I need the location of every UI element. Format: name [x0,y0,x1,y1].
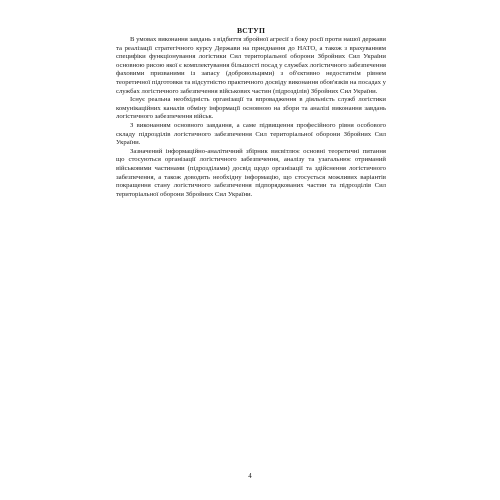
document-body [116,26,386,199]
paragraph-2: Існує реальна необхідність організації та впровадження в діяльність служб логістики комунікаційних каналів обміну інформації основною на збори та аналізі виконання завдань логістичного забезпечення військ. [116,96,386,121]
paragraph-1: В умовах виконання завдань з відбиття збройної агресії з боку росії проти нашої держави та реалізації стратегічного курсу Держави на приєднання до НАТО, а також з врахуванням специфіки функціонування логістики Сил територіальної оборони Збройних Сил України основною рисою якої є комплектування більшості посад у службах логістичного забезпечення фаховими призваними із запасу (добровольцями) з об'єктивно недостатнім рівнем теоретичної підготовки та відсутністю практичного досвіду виконання обов'язків на посадах у службах логістичного забезпечення військових частин (підрозділів) Збройних Сил України. [116,36,386,95]
page-number: 4 [248,472,252,480]
page-title: ВСТУП [236,26,266,35]
paragraph-4: Зазначений інформаційно-аналітичний збірник висвітлює основні теоретичні питання що стосуються організації логістичного забезпечення, аналізу та узагальнює отриманий військовими частинами (підрозділами) досвід щодо організації та здійснення логістичного забезпечення, а також доводить необхідну інформацію, що стосується можливих варіантів покращення стану логістичного забезпечення підпорядкованих частин та підрозділів Сил територіальної оборони Збройних Сил України. [116,147,386,198]
paragraph-3: З виконанням основного завдання, а саме підвищення професійного рівня особового складу підрозділів логістичного забезпечення Сил територіальної оборони Збройних Сил України. [116,121,386,147]
